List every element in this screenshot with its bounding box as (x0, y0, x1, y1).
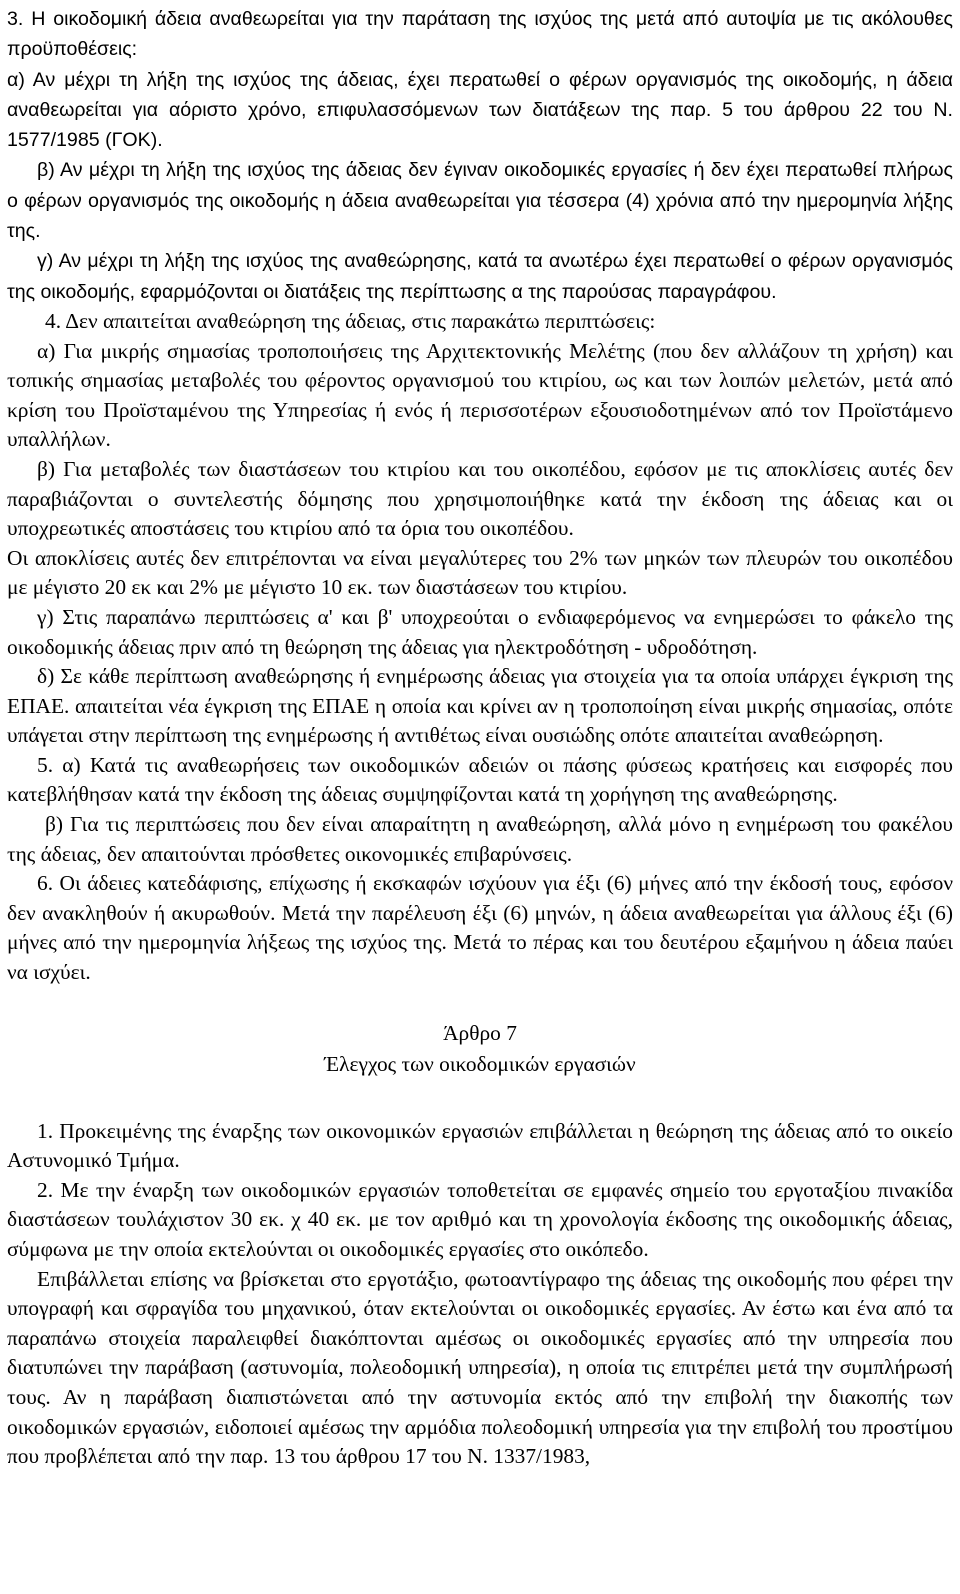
paragraph-4-item-c: γ) Στις παραπάνω περιπτώσεις α' και β' υποχρεούται ο ενδιαφερόμενος να ενημερώσει το φάκελο της οικοδομικής άδειας πριν από τη θεώρηση της άδειας για ηλεκτροδότηση - υδροδότηση. (7, 604, 953, 659)
section-article-7 (7, 1117, 953, 1472)
paragraph-3-item-a: α) Αν μέχρι τη λήξη της ισχύος της άδειας, έχει περατωθεί ο φέρων οργανισμός της οικοδομής, η άδεια αναθεωρείται για αόριστο χρόνο, επιφυλασσόμενων των διατάξεων της παρ. 5 του άρθρου 22 του Ν. 1577/1985 (ΓΟΚ). (7, 68, 953, 152)
article-7-paragraph-2-continued: Επιβάλλεται επίσης να βρίσκεται στο εργοτάξιο, φωτοαντίγραφο της άδειας της οικοδομής που φέρει την υπογραφή και σφραγίδα του μηχανικού, όταν εκτελούνται οι οικοδομικές εργασίες. Αν έστω και ένα από τα παραπάνω στοιχεία παραλειφθεί διακόπτονται αμέσως οι οικοδομικές εργασίες από την υπηρεσία που διατυπώνει την παράβαση (αστυνομία, πολεοδομική υπηρεσία), η οποία τις επιτρέπει μετά την συμπλήρωσή τους. Αν η παράβαση διαπιστώνεται από την αστυνομία εκτός από την επιβολή την διακοπής των οικοδομικών εργασιών, ειδοποιεί αμέσως την αρμόδια πολεοδομική υπηρεσία για την επιβολή του προστίμου που προβλέπεται από την παρ. 13 του άρθρου 17 του Ν. 1337/1983, (7, 1266, 953, 1469)
article-7-paragraph-2: 2. Με την έναρξη των οικοδομικών εργασιών τοποθετείται σε εμφανές σημείο του εργοταξίου πινακίδα διαστάσεων τουλάχιστον 30 εκ. χ 40 εκ. με τον αριθμό και τη χρονολογία έκδοσης της οικοδομικής άδειας, σύμφωνα με την οποία εκτελούνται οι οικοδομικές εργασίες στο οικόπεδο. (7, 1177, 953, 1261)
section-paragraph-3 (7, 4, 953, 307)
paragraph-6: 6. Οι άδειες κατεδάφισης, επίχωσης ή εκσκαφών ισχύουν για έξι (6) μήνες από την έκδοσή τους, εφόσον δεν ανακληθούν ή ακυρωθούν. Μετά την παρέλευση έξι (6) μηνών, η άδεια αναθεωρείται για άλλους έξι (6) μήνες από την ημερομηνία λήξεως της ισχύος της. Μετά το πέρας και του δευτέρου εξαμήνου η άδεια παύει να ισχύει. (7, 871, 953, 985)
article-heading (7, 1018, 953, 1080)
paragraph-5-item-a: 5. α) Κατά τις αναθεωρήσεις των οικοδομικών αδειών οι πάσης φύσεως κρατήσεις και εισφορές που κατεβλήθησαν κατά την έκδοση της άδειας συμψηφίζονται κατά τη χορήγηση της αναθεώρησης. (7, 752, 953, 807)
section-paragraphs-4-6 (7, 307, 953, 988)
paragraph-4-intro: 4. Δεν απαιτείται αναθεώρηση της άδειας, στις παρακάτω περιπτώσεις: (45, 308, 656, 333)
paragraph-4-item-b: β) Για μεταβολές των διαστάσεων του κτιρίου και του οικοπέδου, εφόσον με τις αποκλίσεις αυτές δεν παραβιάζονται ο συντελεστής δόμησης που χρησιμοποιήθηκε κατά την έκδοση της άδειας και οι υποχρεωτικές αποστάσεις του κτιρίου από τα όρια του οικοπέδου. (7, 456, 953, 541)
article-number: Άρθρο 7 (443, 1020, 517, 1045)
paragraph-5-item-b: β) Για τις περιπτώσεις που δεν είναι απαραίτητη η αναθεώρηση, αλλά μόνο η ενημέρωση του φακέλου της άδειας, δεν απαιτούνται πρόσθετες οικονομικές επιβαρύνσεις. (7, 812, 953, 866)
paragraph-3-item-c: γ) Αν μέχρι τη λήξη της ισχύος της αναθεώρησης, κατά τα ανωτέρω έχει περατωθεί ο φέρων οργανισμός της οικοδομής, εφαρμόζονται οι διατάξεις της περίπτωσης α της παρούσας παραγράφου. (7, 250, 953, 303)
paragraph-4-item-d: δ) Σε κάθε περίπτωση αναθεώρησης ή ενημέρωσης άδειας για στοιχεία για τα οποία υπάρχει έγκριση της ΕΠΑΕ. απαιτείται νέα έγκριση της ΕΠΑΕ η οποία και κρίνει αν η τροποποίηση είναι μικρής σημασίας, οπότε υπάγεται στην περίπτωση της ενημέρωσης ή αντιθέτως είναι ουσιώδης οπότε απαιτείται αναθεώρηση. (7, 664, 953, 748)
paragraph-3-intro: 3. Η οικοδομική άδεια αναθεωρείται για την παράταση της ισχύος της μετά από αυτοψία με τις ακόλουθες προϋποθέσεις: (7, 8, 953, 61)
article-7-paragraph-1: 1. Προκειμένης της έναρξης των οικονομικών εργασιών επιβάλλεται η θεώρηση της άδειας από το οικείο Αστυνομικό Τμήμα. (7, 1118, 953, 1173)
paragraph-4-item-b-deviations: Οι αποκλίσεις αυτές δεν επιτρέπονται να είναι μεγαλύτερες του 2% των μηκών των πλευρών του οικοπέδου με μέγιστο 20 εκ και 2% με μέγιστο 10 εκ. των διαστάσεων του κτιρίου. (7, 545, 953, 600)
paragraph-3-item-b: β) Αν μέχρι τη λήξη της ισχύος της άδειας δεν έγιναν οικοδομικές εργασίες ή δεν έχει περατωθεί πλήρως ο φέρων οργανισμός της οικοδομής η άδεια αναθεωρείται για τέσσερα (4) χρόνια από την ημερομηνία λήξης της. (7, 159, 953, 243)
paragraph-4-item-a: α) Για μικρής σημασίας τροποποιήσεις της Αρχιτεκτονικής Μελέτης (που δεν αλλάζουν τη χρήση) και τοπικής σημασίας μεταβολές του φέροντος οργανισμού του κτιρίου, ως και των λοιπών μελετών, μετά από κρίση του Προϊσταμένου της Υπηρεσίας ή ενός ή περισσοτέρων εξουσιοδοτημένων από τον Προϊστάμενο υπαλλήλων. (7, 338, 953, 452)
article-title: Έλεγχος των οικοδομικών εργασιών (324, 1051, 636, 1076)
